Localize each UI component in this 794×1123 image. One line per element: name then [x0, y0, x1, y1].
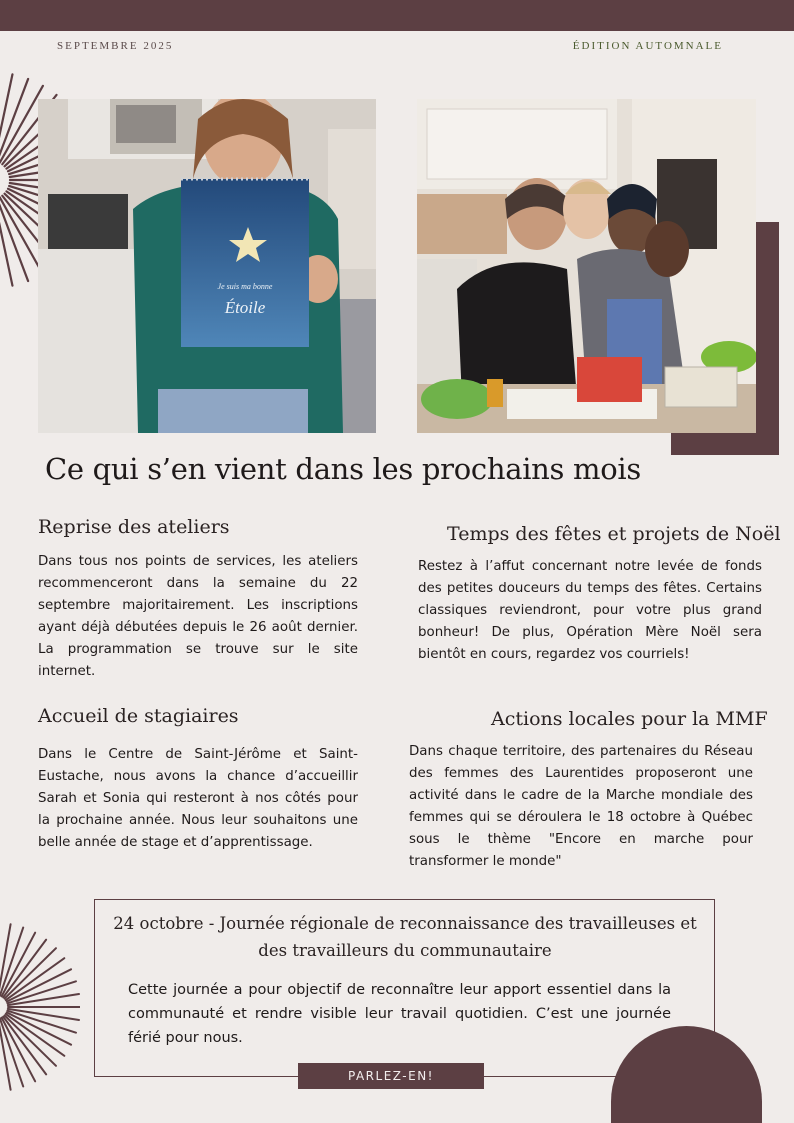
section-title-stagiaires: Accueil de stagiaires: [38, 705, 239, 727]
section-body-fetes: Restez à l’affut concernant notre levée de fonds des petites douceurs du temps des fêtes. Certains classiques reviendront, pour votre plus grand bonheur! De plus, Opération Mère Noël sera bientôt en cours, regardez vos courriels!: [418, 559, 762, 662]
photo-woman-with-booklet: [38, 99, 376, 433]
photo-women-cooking: [417, 99, 756, 433]
section-body-stagiaires: Dans le Centre de Saint-Jérôme et Saint-Eustache, nous avons la chance d’accueillir Sarah et Sonia qui resteront à nos côtés pour la prochaine année. Nous leur souhaitons une belle année de stage et d’apprentissage.: [38, 747, 358, 850]
highlight-title: 24 octobre - Journée régionale de reconnaissance des travailleuses et des travailleurs du communautaire: [113, 914, 697, 960]
section-title-fetes: Temps des fêtes et projets de Noël: [447, 523, 781, 545]
highlight-body: Cette journée a pour objectif de reconnaître leur apport essentiel dans la communauté et rendre visible leur travail quotidien. C’est une journée férié pour nous.: [128, 982, 671, 1046]
section-title-ateliers: Reprise des ateliers: [38, 516, 230, 538]
sunburst-ray: [0, 924, 11, 995]
booklet-title: Étoile: [224, 298, 266, 317]
sunburst-decoration-bottom: [0, 915, 80, 1105]
photo-scene-right: [417, 99, 756, 433]
edition-label: ÉDITION AUTOMNALE: [572, 40, 723, 52]
page-headline: Ce qui s’en vient dans les prochains mois: [45, 452, 641, 486]
photo-scene-left: [38, 99, 376, 433]
booklet-subtitle: Je suis ma bonne: [217, 282, 273, 291]
parlez-en-button[interactable]: PARLEZ-EN!: [298, 1063, 484, 1089]
section-body-ateliers: Dans tous nos points de services, les ateliers recommenceront dans la semaine du 22 septembre majoritairement. Les inscriptions ayant déjà débutées depuis le 26 août dernier. La programmation se trouve sur le site internet.: [38, 554, 358, 679]
section-body-mmf: Dans chaque territoire, des partenaires du Réseau des femmes des Laurentides proposeront une activité dans le cadre de la Marche mondiale des femmes qui se déroulera le 18 octobre à Québec sous le thème "Encore en marche pour transformer le monde": [409, 744, 753, 869]
issue-date: SEPTEMBRE 2025: [57, 40, 174, 52]
top-bar: [0, 0, 794, 31]
sunburst-ray: [0, 1019, 11, 1090]
section-title-mmf: Actions locales pour la MMF: [491, 708, 768, 730]
